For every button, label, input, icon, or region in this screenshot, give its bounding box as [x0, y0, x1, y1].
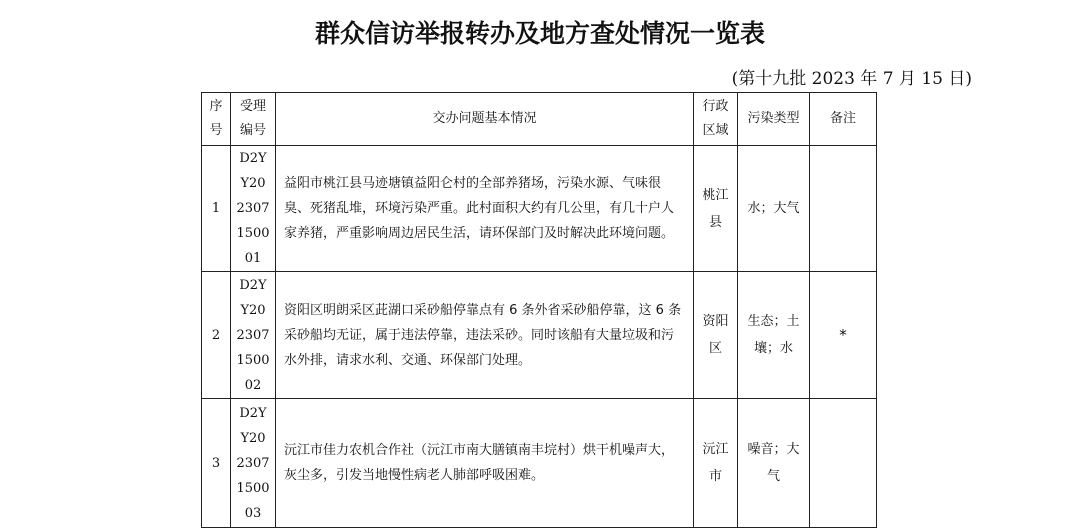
header-pollution-type: 污染类型 — [738, 93, 810, 146]
header-region-line-1: 行政 — [702, 99, 729, 114]
code-part: D2Y — [239, 277, 267, 293]
code-part: 1500 — [236, 352, 270, 368]
row-region: 桃江县 — [694, 146, 738, 272]
header-code — [231, 93, 276, 146]
header-seq-line-1: 序 — [209, 99, 223, 114]
row-pollution-type: 生态；土壤；水 — [738, 272, 810, 399]
header-code-line-2: 编号 — [239, 123, 266, 138]
code-part: D2Y — [239, 405, 267, 421]
row-content: 资阳区明朗采区茈湖口采砂船停靠点有 6 条外省采砂船停靠，这 6 条采砂船均无证，属于违法停靠，违法采砂。同时该船有大量垃圾和污水外排，请求水利、交通、环保部门处理。 — [276, 272, 694, 399]
row-pollution-type: 水；大气 — [738, 146, 810, 272]
row-content: 沅江市佳力农机合作社（沅江市南大膳镇南丰垸村）烘干机噪声大，灰尘多，引发当地慢性病老人肺部呼吸困难。 — [276, 399, 694, 528]
header-region-line-2: 区域 — [702, 123, 729, 138]
code-part: Y20 — [240, 176, 266, 191]
header-seq-line-2: 号 — [209, 123, 223, 138]
code-part: 2307 — [236, 327, 270, 343]
table-row — [202, 399, 877, 528]
row-region: 资阳区 — [694, 272, 738, 399]
table-row — [202, 272, 877, 399]
code-part: Y20 — [240, 430, 266, 446]
row-note — [810, 146, 877, 272]
row-content: 益阳市桃江县马迹塘镇益阳仑村的全部养猪场，污染水源、气味很臭、死猪乱堆，环境污染严重。此村面积大约有几公里，有几十户人家养猪，严重影响周边居民生活，请环保部门及时解决此环境问题。 — [276, 146, 694, 272]
code-part: 03 — [244, 505, 262, 521]
row-pollution-type: 噪音；大气 — [738, 399, 810, 528]
code-part: 2307 — [236, 455, 270, 471]
code-part: 2307 — [236, 201, 270, 216]
header-note: 备注 — [810, 93, 877, 146]
header-row — [202, 93, 877, 146]
document-title: 群众信访举报转办及地方查处情况一览表 — [314, 19, 765, 48]
row-note: * — [810, 272, 877, 399]
row-code — [231, 146, 276, 272]
row-note — [810, 399, 877, 528]
code-part: D2Y — [239, 151, 267, 166]
batch-date: (第十九批 2023 年 7 月 15 日) — [731, 69, 972, 89]
header-region — [694, 93, 738, 146]
table-row — [202, 146, 877, 272]
row-seq: 2 — [202, 272, 231, 399]
header-seq — [202, 93, 231, 146]
row-code — [231, 399, 276, 528]
header-code-line-1: 受理 — [239, 99, 266, 114]
header-content: 交办问题基本情况 — [276, 93, 694, 146]
code-part: 01 — [244, 251, 262, 266]
code-part: 1500 — [236, 226, 270, 241]
row-code — [231, 272, 276, 399]
row-seq: 3 — [202, 399, 231, 528]
code-part: 1500 — [236, 480, 270, 496]
code-part: 02 — [244, 377, 262, 393]
row-region: 沅江市 — [694, 399, 738, 528]
row-seq: 1 — [202, 146, 231, 272]
petition-table — [201, 92, 877, 528]
code-part: Y20 — [240, 302, 266, 318]
